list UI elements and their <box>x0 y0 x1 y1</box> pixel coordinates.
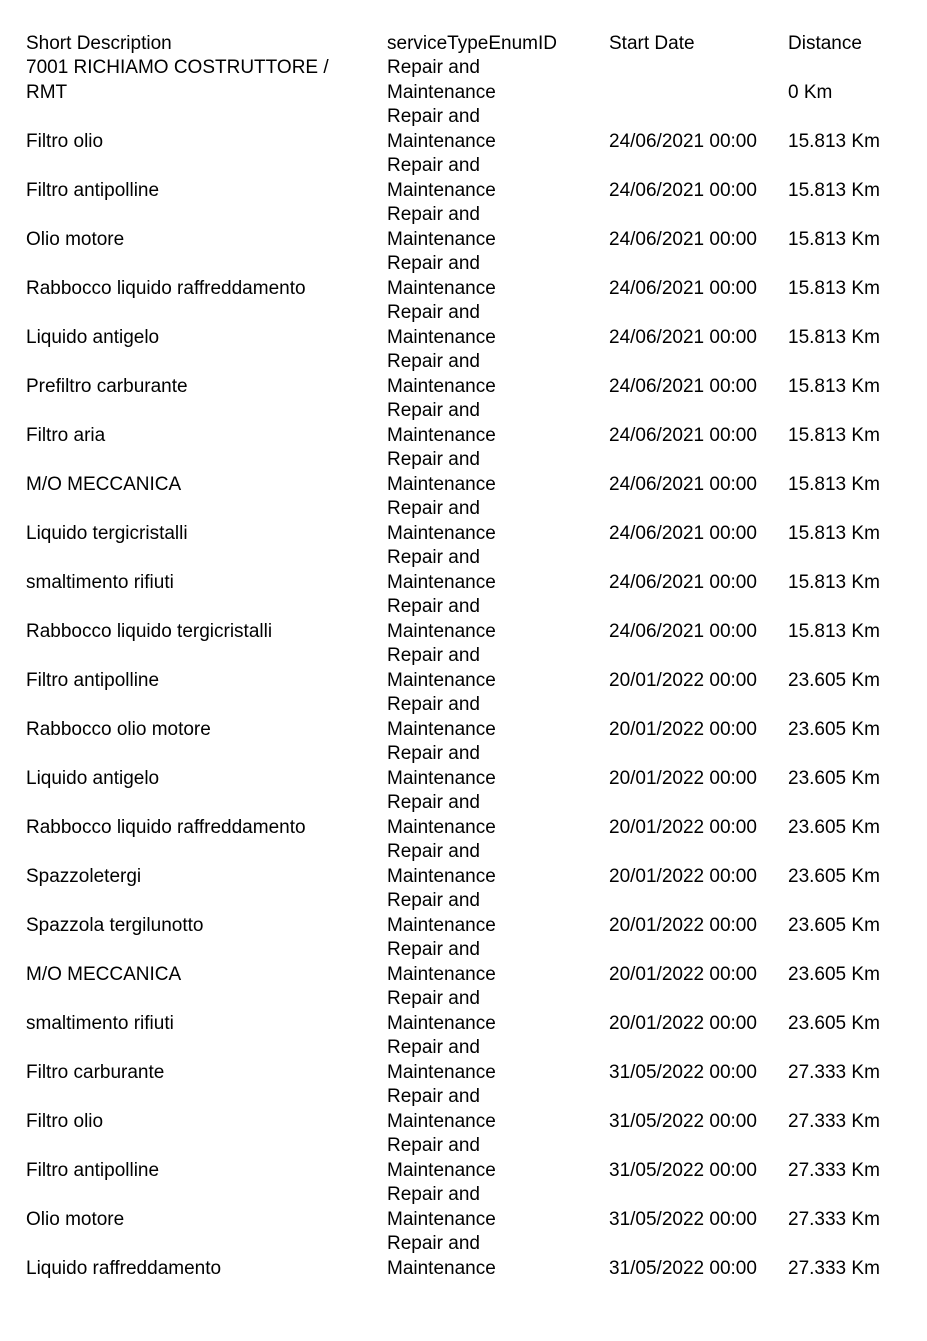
row-short-description: M/O MECCANICA <box>26 963 182 985</box>
row-service-type: Repair and Maintenance <box>387 841 496 887</box>
row-service-type: Repair and Maintenance <box>387 351 496 397</box>
row-distance: 15.813 Km <box>788 326 880 348</box>
row-start-date: 24/06/2021 00:00 <box>609 620 757 642</box>
row-short-description: Spazzoletergi <box>26 865 142 887</box>
row-short-description: Spazzola tergilunotto <box>26 914 204 936</box>
table-row <box>26 1036 906 1085</box>
row-short-description: Olio motore <box>26 228 125 250</box>
row-start-date: 24/06/2021 00:00 <box>609 473 757 495</box>
row-start-date: 20/01/2022 00:00 <box>609 816 757 838</box>
row-distance: 27.333 Km <box>788 1110 880 1132</box>
row-start-date: 24/06/2021 00:00 <box>609 228 757 250</box>
table-row <box>26 203 906 252</box>
row-distance: 23.605 Km <box>788 669 880 691</box>
header-start-date: Start Date <box>609 33 695 54</box>
table-header-row <box>26 32 906 56</box>
row-service-type: Repair and Maintenance <box>387 498 496 544</box>
row-service-type: Repair and Maintenance <box>387 1184 496 1230</box>
row-service-type: Repair and Maintenance <box>387 645 496 691</box>
row-short-description: Filtro olio <box>26 130 104 152</box>
header-service-type: serviceTypeEnumID <box>387 33 558 54</box>
row-short-description: smaltimento rifiuti <box>26 571 174 593</box>
table-row <box>26 448 906 497</box>
row-distance: 15.813 Km <box>788 620 880 642</box>
row-distance: 23.605 Km <box>788 914 880 936</box>
row-start-date: 31/05/2022 00:00 <box>609 1257 757 1279</box>
row-distance: 15.813 Km <box>788 424 880 446</box>
row-service-type: Repair and Maintenance <box>387 253 496 299</box>
row-start-date: 31/05/2022 00:00 <box>609 1110 757 1132</box>
row-short-description: Filtro antipolline <box>26 1159 160 1181</box>
row-start-date: 24/06/2021 00:00 <box>609 326 757 348</box>
row-short-description: Liquido tergicristalli <box>26 522 188 544</box>
row-start-date: 20/01/2022 00:00 <box>609 914 757 936</box>
row-distance: 27.333 Km <box>788 1061 880 1083</box>
row-distance: 23.605 Km <box>788 767 880 789</box>
table-row <box>26 938 906 987</box>
row-short-description: Rabbocco liquido raffreddamento <box>26 816 306 838</box>
row-service-type: Repair and Maintenance <box>387 1233 496 1279</box>
table-row <box>26 791 906 840</box>
row-short-description: 7001 RICHIAMO COSTRUTTORE / RMT <box>26 57 329 103</box>
row-short-description: Liquido raffreddamento <box>26 1257 222 1279</box>
table-row <box>26 1183 906 1232</box>
row-short-description: Olio motore <box>26 1208 125 1230</box>
header-short-description: Short Description <box>26 33 172 54</box>
row-short-description: Prefiltro carburante <box>26 375 188 397</box>
row-start-date: 20/01/2022 00:00 <box>609 1012 757 1034</box>
row-distance: 15.813 Km <box>788 277 880 299</box>
row-start-date: 24/06/2021 00:00 <box>609 375 757 397</box>
row-distance: 15.813 Km <box>788 571 880 593</box>
row-distance: 15.813 Km <box>788 130 880 152</box>
row-service-type: Repair and Maintenance <box>387 155 496 201</box>
table-row <box>26 1232 906 1281</box>
row-short-description: Liquido antigelo <box>26 326 160 348</box>
table-row <box>26 1085 906 1134</box>
row-service-type: Repair and Maintenance <box>387 106 496 152</box>
row-distance: 23.605 Km <box>788 718 880 740</box>
row-start-date: 24/06/2021 00:00 <box>609 424 757 446</box>
row-distance: 23.605 Km <box>788 1012 880 1034</box>
row-service-type: Repair and Maintenance <box>387 1037 496 1083</box>
row-short-description: Filtro antipolline <box>26 179 160 201</box>
row-service-type: Repair and Maintenance <box>387 547 496 593</box>
header-distance: Distance <box>788 33 862 54</box>
row-service-type: Repair and Maintenance <box>387 204 496 250</box>
row-short-description: Rabbocco liquido raffreddamento <box>26 277 306 299</box>
table-row <box>26 350 906 399</box>
table-body <box>26 56 906 1281</box>
table-row <box>26 595 906 644</box>
row-start-date: 24/06/2021 00:00 <box>609 571 757 593</box>
row-distance: 27.333 Km <box>788 1208 880 1230</box>
row-start-date: 31/05/2022 00:00 <box>609 1208 757 1230</box>
row-start-date: 31/05/2022 00:00 <box>609 1061 757 1083</box>
row-short-description: smaltimento rifiuti <box>26 1012 174 1034</box>
row-distance: 15.813 Km <box>788 473 880 495</box>
row-service-type: Repair and Maintenance <box>387 988 496 1034</box>
row-distance: 23.605 Km <box>788 963 880 985</box>
row-start-date: 20/01/2022 00:00 <box>609 865 757 887</box>
row-service-type: Repair and Maintenance <box>387 400 496 446</box>
row-service-type: Repair and Maintenance <box>387 694 496 740</box>
row-service-type: Repair and Maintenance <box>387 57 496 103</box>
row-distance: 27.333 Km <box>788 1159 880 1181</box>
row-distance: 23.605 Km <box>788 865 880 887</box>
row-service-type: Repair and Maintenance <box>387 1086 496 1132</box>
row-service-type: Repair and Maintenance <box>387 302 496 348</box>
row-start-date: 20/01/2022 00:00 <box>609 669 757 691</box>
table-row <box>26 546 906 595</box>
row-service-type: Repair and Maintenance <box>387 596 496 642</box>
table-row <box>26 497 906 546</box>
row-start-date: 20/01/2022 00:00 <box>609 767 757 789</box>
row-distance: 23.605 Km <box>788 816 880 838</box>
row-service-type: Repair and Maintenance <box>387 939 496 985</box>
row-short-description: Filtro olio <box>26 1110 104 1132</box>
row-service-type: Repair and Maintenance <box>387 449 496 495</box>
row-short-description: Filtro carburante <box>26 1061 165 1083</box>
row-short-description: Rabbocco olio motore <box>26 718 211 740</box>
table-row <box>26 840 906 889</box>
row-distance: 15.813 Km <box>788 228 880 250</box>
row-start-date: 24/06/2021 00:00 <box>609 277 757 299</box>
row-distance: 27.333 Km <box>788 1257 880 1279</box>
row-start-date: 31/05/2022 00:00 <box>609 1159 757 1181</box>
row-start-date: 24/06/2021 00:00 <box>609 130 757 152</box>
table-row <box>26 56 906 105</box>
table-row <box>26 742 906 791</box>
row-start-date: 24/06/2021 00:00 <box>609 179 757 201</box>
row-distance: 15.813 Km <box>788 522 880 544</box>
table-row <box>26 987 906 1036</box>
row-short-description: Filtro antipolline <box>26 669 160 691</box>
row-short-description: Rabbocco liquido tergicristalli <box>26 620 273 642</box>
table-row <box>26 301 906 350</box>
row-distance: 15.813 Km <box>788 179 880 201</box>
table-row <box>26 1134 906 1183</box>
row-distance: 15.813 Km <box>788 375 880 397</box>
table-row <box>26 252 906 301</box>
row-short-description: Filtro aria <box>26 424 106 446</box>
row-service-type: Repair and Maintenance <box>387 743 496 789</box>
row-short-description: M/O MECCANICA <box>26 473 182 495</box>
table-row <box>26 154 906 203</box>
table-row <box>26 693 906 742</box>
table-row <box>26 889 906 938</box>
row-start-date: 24/06/2021 00:00 <box>609 522 757 544</box>
row-service-type: Repair and Maintenance <box>387 890 496 936</box>
row-service-type: Repair and Maintenance <box>387 1135 496 1181</box>
table-row <box>26 399 906 448</box>
row-distance: 0 Km <box>788 81 833 103</box>
row-service-type: Repair and Maintenance <box>387 792 496 838</box>
service-history-table <box>26 32 906 1281</box>
table-row <box>26 105 906 154</box>
row-start-date: 20/01/2022 00:00 <box>609 718 757 740</box>
row-start-date: 20/01/2022 00:00 <box>609 963 757 985</box>
table-row <box>26 644 906 693</box>
row-short-description: Liquido antigelo <box>26 767 160 789</box>
